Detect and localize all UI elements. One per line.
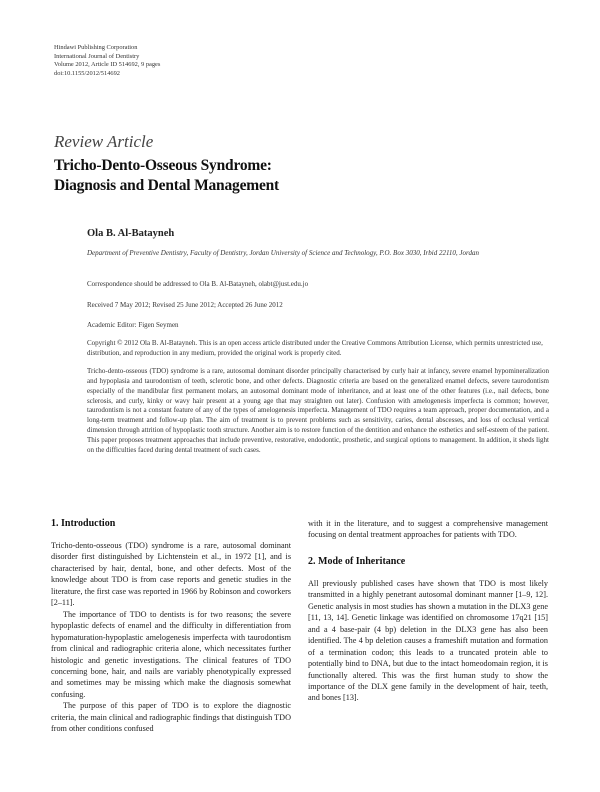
right-column [308,518,548,704]
volume-info: Volume 2012, Article ID 514692, 9 pages [54,61,161,69]
section-heading-inheritance: 2. Mode of Inheritance [308,555,406,567]
publisher: Hindawi Publishing Corporation [54,44,138,51]
intro-paragraph-1: Tricho-dento-osseous (TDO) syndrome is a rare, autosomal dominant disorder first distinguished by Lichtenstein et al., in 1972 [1], and is characterised by hair, dental, bone, and other defects. Most of the knowledge about TDO is from case reports and genetic studies in the literature, the first case was reported in 1966 by Robinson and coworkers [2–11]. [51,541,291,608]
abstract: Tricho-dento-osseous (TDO) syndrome is a rare, autosomal dominant disorder principally characterised by curly hair at infancy, severe enamel hypomineralization and hypoplasia and taurodontism of teeth, sclerotic bone, and other defects. Diagnostic criteria are based on the generalized enamel defects, severe taurodontism especially of the mandibular first permanent molars, an autosomal dominant mode of inheritance, and at least one of the other features (i.e., nail defects, bone sclerosis, and curly, kinky or wavy hair present at a young age that may straighten out later). Confusion with amelogenesis imperfecta is common; however, taurodontism is not a constant feature of any of the types of amelogenesis imperfecta. Management of TDO requires a team approach, proper documentation, and a long-term treatment and follow-up plan. The aim of treatment is to prevent problems such as sensitivity, caries, dental abscesses, and loss of occlusal vertical dimension through attrition of hypoplastic tooth structure. Another aim is to restore function of the dentition and enhance the esthetics and self-esteem of the patient. This paper proposes treatment approaches that include preventive, restorative, endodontic, prosthetic, and surgical options to management. In addition, it sheds light on the difficulties faced during dental treatment of such cases. [87,367,549,454]
article-type: Review Article [54,132,154,151]
author-name: Ola B. Al-Batayneh [87,228,175,239]
title-line-2: Diagnosis and Dental Management [54,177,280,194]
affiliation: Department of Preventive Dentistry, Faculty of Dentistry, Jordan University of Science and Technology, P.O. Box 3030, Irbid 22110, Jordan [87,249,479,257]
left-column [51,518,291,735]
received-dates: Received 7 May 2012; Revised 25 June 2012; Accepted 26 June 2012 [87,301,283,309]
doi: doi:10.1155/2012/514692 [54,69,120,77]
copyright: Copyright © 2012 Ola B. Al-Batayneh. This is an open access article distributed under the Creative Commons Attribution License, which permits unrestricted use, distribution, and reproduction in any medium, provided the original work is properly cited. [87,339,543,357]
intro-paragraph-2: The importance of TDO to dentists is for two reasons; the severe hypoplastic defects of enamel and the difficulty in differentiation from hypomaturation-hypoplastic amelogenesis imperfecta with taurodontism from clinical and radiographic criteria alone, which necessitates further histologic and genetic investigations. The clinical features of TDO concerning bone, hair, and nails are variably phenotypically expressed and sometimes may be missing which make the diagnosis somewhat confusing. [51,609,291,699]
section-heading-introduction: 1. Introduction [51,518,116,529]
correspondence: Correspondence should be addressed to Ola B. Al-Batayneh, olabt@just.edu.jo [87,280,309,288]
journal-name: International Journal of Dentistry [54,52,140,60]
journal-header [54,44,160,78]
academic-editor: Academic Editor: Figen Seymen [87,321,179,329]
intro-paragraph-3: The purpose of this paper of TDO is to explore the diagnostic criteria, the main clinical and radiographic findings that distinguish TDO from other conditions confused [51,701,291,734]
title-line-1: Tricho-Dento-Osseous Syndrome: [54,157,272,174]
inheritance-paragraph-1: All previously published cases have shown that TDO is most likely transmitted in a highly penetrant autosomal dominant manner [1–9, 12]. Genetic analysis in most studies has shown a mutation in the DLX3 gene [11, 13, 14]. Genetic linkage was identified on chromosome 17q21 [15] and a 4 base-pair (4 bp) deletion in the DLX3 gene has also been identified. The 4 bp deletion causes a frameshift mutation and formation of a termination codon; this leads to a truncated protein able to potentially bind to DNA, but due to the intact homeodomain region, it is functionally altered. This was the first human study to show the importance of the DLX gene family in the development of hair, teeth, and bones [13]. [308,578,548,703]
intro-paragraph-3-continued: with it in the literature, and to suggest a comprehensive management focusing on dental treatment approaches for patients with TDO. [308,519,548,540]
paper-title [54,156,534,196]
